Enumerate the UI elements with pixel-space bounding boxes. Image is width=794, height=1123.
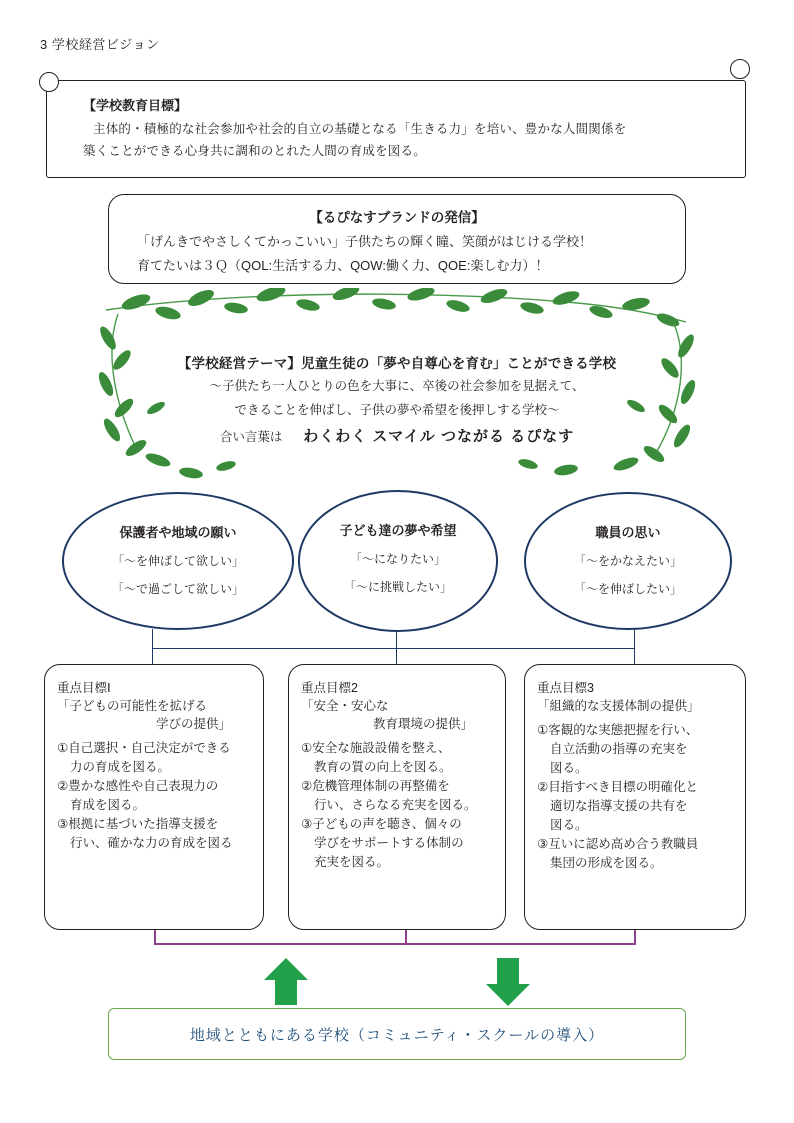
brand-line2: 育てたいは３Ｑ（QOL:生活する力、QOW:働く力、QOE:楽しむ力）！ [137, 258, 549, 273]
goal-2-item-3 [301, 815, 493, 872]
education-goal-line2: 築くことができる心身共に調和のとれた人間の育成を図る。 [83, 144, 426, 158]
circle-children-line1: 「～になりたい」 [349, 552, 446, 566]
goal-1-item-1 [57, 739, 251, 777]
goal-1-item-3-lead: ③根拠に基づいた指導支援を [57, 817, 219, 831]
management-theme-line1: ～子供たち一人ひとりの色を大事に、卒後の社会参加を見据えて、 [209, 379, 585, 393]
education-goal-line1: 主体的・積極的な社会参加や社会的自立の基礎となる「生きる力」を培い、豊かな人間関係を [93, 122, 627, 136]
circle-staff [524, 492, 732, 630]
circle-children-title: 子ども達の夢や希望 [339, 523, 457, 538]
bracket-left-stem [154, 930, 156, 944]
goal-3-item-3-cont: 集団の形成を図る。 [550, 856, 663, 870]
management-theme-line2: できることを伸ばし、子供の夢や希望を後押しする学校～ [234, 403, 560, 417]
bracket-center-stem [405, 930, 407, 944]
goal-2-item-2 [301, 777, 493, 815]
goal-2-item-2-lead: ②危機管理体制の再整備を [301, 779, 450, 793]
goal-3-item-3 [537, 835, 733, 873]
goal-3-sub1: 「組織的な支援体制の提供」 [537, 699, 700, 713]
circle-guardians-title: 保護者や地域の願い [119, 525, 237, 540]
scroll-curl-left-icon [39, 72, 59, 92]
bracket-horizontal [154, 943, 636, 945]
goal-2-item-1-cont: 教育の質の向上を図る。 [314, 760, 452, 774]
circle-staff-line2: 「～を伸ばしたい」 [573, 582, 682, 596]
goal-1-heading: 重点目標Ⅰ [57, 681, 111, 695]
goal-3-item-1 [537, 721, 733, 778]
brand-title: 【るぴなすブランドの発信】 [309, 210, 485, 225]
goal-3-item-1-lead: ①客観的な実態把握を行い、 [537, 723, 699, 737]
education-goal-box [46, 80, 746, 178]
goal-3-item-1-cont: 自立活動の指導の充実を [550, 742, 688, 756]
community-school-text: 地域とともにある学校（コミュニティ・スクールの導入） [189, 1027, 605, 1044]
goal-box-3 [524, 664, 746, 930]
circle-guardians [62, 492, 294, 630]
goal-1-item-3-cont: 行い、確かな力の育成を図る [70, 836, 233, 850]
circle-staff-title: 職員の思い [595, 525, 661, 540]
connector-line-horizontal [152, 648, 635, 649]
goal-3-item-2-cont2: 図る。 [550, 818, 588, 832]
goal-3-item-2-lead: ②目指すべき目標の明確化と [537, 780, 698, 794]
goal-1-item-2-lead: ②豊かな感性や自己表現力の [57, 779, 219, 793]
goal-2-item-3-lead: ③子どもの声を聴き、個々の [301, 817, 462, 831]
education-goal-title: 【学校教育目標】 [83, 98, 188, 113]
circle-guardians-line1: 「～を伸ばして欲しい」 [111, 554, 244, 568]
page-header: 3 学校経営ビジョン [40, 37, 160, 52]
goal-1-item-2 [57, 777, 251, 815]
goal-2-item-1-lead: ①安全な施設設備を整え、 [301, 741, 451, 755]
goal-1-item-1-cont: 力の育成を図る。 [70, 760, 171, 774]
goal-2-list [301, 739, 493, 872]
goal-1-list [57, 739, 251, 853]
circle-children-line2: 「～に挑戦したい」 [343, 580, 452, 594]
goal-2-sub2: 教育環境の提供」 [372, 717, 473, 731]
slogan-text: わくわく スマイル つながる るぴなす [303, 428, 575, 445]
circle-children [298, 490, 498, 632]
goal-2-heading: 重点目標2 [301, 681, 358, 695]
goal-2-item-2-cont: 行い、さらなる充実を図る。 [314, 798, 477, 812]
goal-3-list [537, 721, 733, 873]
goal-3-item-2-cont: 適切な指導支援の共有を [550, 799, 688, 813]
scroll-curl-right-icon [730, 59, 750, 79]
goal-box-1 [44, 664, 264, 930]
goal-2-item-3-cont2: 充実を図る。 [314, 855, 390, 869]
bracket-right-stem [634, 930, 636, 944]
goal-box-2 [288, 664, 506, 930]
goal-1-sub1: 「子どもの可能性を拡げる [57, 699, 208, 713]
goal-2-item-1 [301, 739, 493, 777]
circle-guardians-line2: 「～で過ごして欲しい」 [111, 582, 244, 596]
management-theme-title: 【学校経営テーマ】児童生徒の「夢や自尊心を育む」ことができる学校 [177, 356, 617, 371]
goal-1-item-3 [57, 815, 251, 853]
goal-2-item-3-cont: 学びをサポートする体制の [314, 836, 464, 850]
slogan-row [0, 425, 794, 446]
goal-3-item-3-lead: ③互いに認め高め合う教職員 [537, 837, 699, 851]
goal-1-item-2-cont: 育成を図る。 [70, 798, 146, 812]
connector-line-left [152, 629, 153, 664]
community-school-box [108, 1008, 686, 1060]
brand-line1: 「げんきでやさしくてかっこいい」子供たちの輝く瞳、笑顔がはじける学校！ [137, 234, 593, 249]
goal-3-item-2 [537, 778, 733, 835]
goal-2-sub1: 「安全・安心な [301, 699, 389, 713]
goal-3-item-1-cont2: 図る。 [550, 761, 588, 775]
goal-1-item-1-lead: ①自己選択・自己決定ができる [57, 741, 231, 755]
goal-1-sub2: 学びの提供」 [155, 717, 231, 731]
slogan-label: 合い言葉は [219, 430, 283, 444]
circle-staff-line1: 「～をかなえたい」 [573, 554, 682, 568]
connector-line-right [634, 629, 635, 664]
goal-3-heading: 重点目標3 [537, 681, 594, 695]
brand-box [108, 194, 686, 284]
